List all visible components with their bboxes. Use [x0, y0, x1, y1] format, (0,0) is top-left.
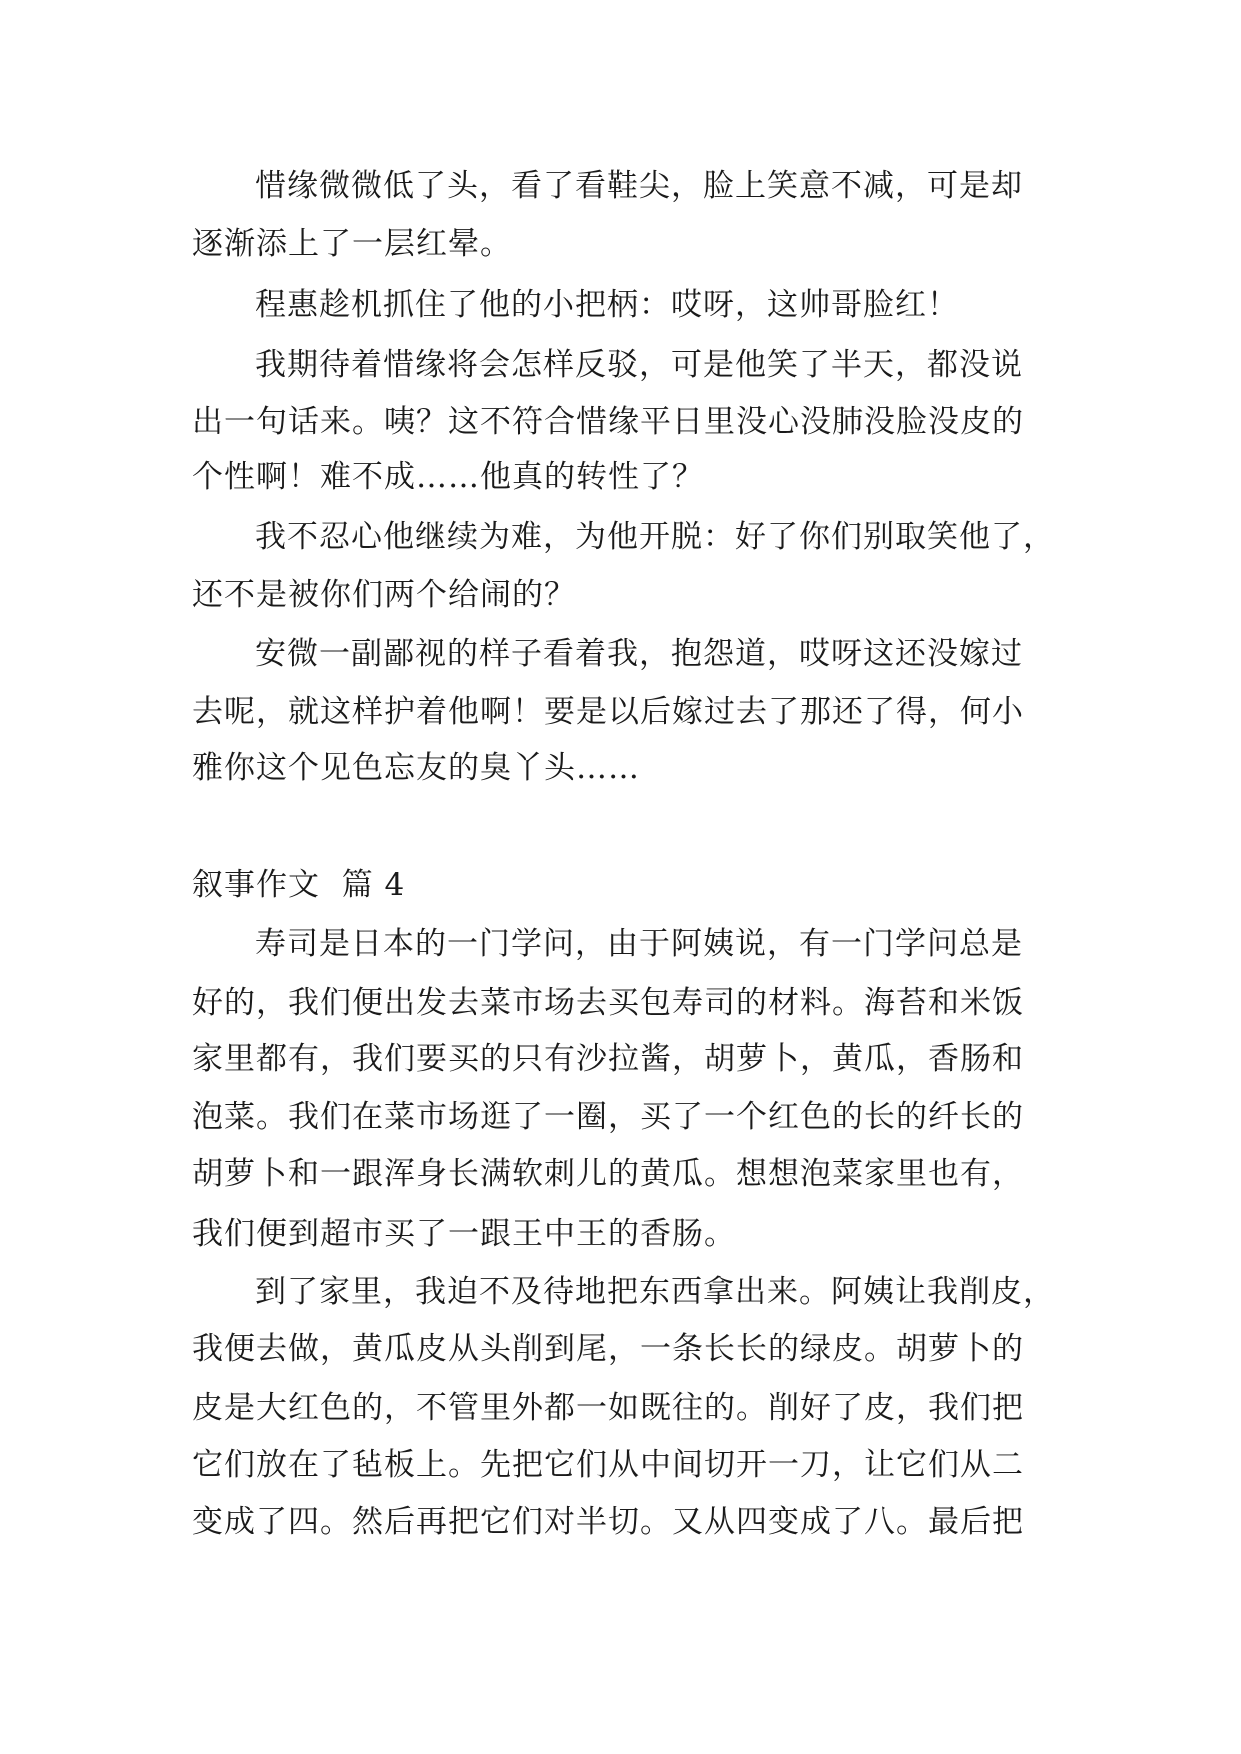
paragraph-line: 还不是被你们两个给闹的？ — [192, 577, 576, 613]
paragraph-line: 它们放在了毡板上。先把它们从中间切开一刀，让它们从二 — [192, 1447, 1024, 1483]
paragraph-line: 我不忍心他继续为难，为他开脱：好了你们别取笑他了， — [255, 519, 1055, 555]
paragraph-line: 我期待着惜缘将会怎样反驳，可是他笑了半天，都没说 — [255, 347, 1023, 383]
paragraph-line: 寿司是日本的一门学问，由于阿姨说，有一门学问总是 — [255, 926, 1023, 962]
paragraph-line: 雅你这个见色忘友的臭丫头…… — [192, 750, 640, 786]
paragraph-line: 惜缘微微低了头，看了看鞋尖，脸上笑意不减，可是却 — [255, 168, 1023, 204]
paragraph-line: 出一句话来。咦？这不符合惜缘平日里没心没肺没脸没皮的 — [192, 404, 1024, 440]
paragraph-line: 到了家里，我迫不及待地把东西拿出来。阿姨让我削皮， — [255, 1274, 1055, 1310]
paragraph-line: 泡菜。我们在菜市场逛了一圈，买了一个红色的长的纤长的 — [192, 1099, 1024, 1135]
paragraph-line: 家里都有，我们要买的只有沙拉酱，胡萝卜，黄瓜，香肠和 — [192, 1041, 1024, 1077]
paragraph-line: 个性啊！难不成……他真的转性了？ — [192, 459, 704, 495]
paragraph-line: 皮是大红色的，不管里外都一如既往的。削好了皮，我们把 — [192, 1390, 1024, 1426]
paragraph-line: 我们便到超市买了一跟王中王的香肠。 — [192, 1216, 736, 1252]
paragraph-line: 去呢，就这样护着他啊！要是以后嫁过去了那还了得，何小 — [192, 694, 1024, 730]
paragraph-line: 安微一副鄙视的样子看着我，抱怨道，哎呀这还没嫁过 — [255, 636, 1023, 672]
paragraph-line: 我便去做，黄瓜皮从头削到尾，一条长长的绿皮。胡萝卜的 — [192, 1331, 1024, 1367]
paragraph-line: 程惠趁机抓住了他的小把柄：哎呀，这帅哥脸红！ — [255, 287, 959, 323]
paragraph-line: 胡萝卜和一跟浑身长满软刺儿的黄瓜。想想泡菜家里也有， — [192, 1156, 1024, 1192]
paragraph-line: 好的，我们便出发去菜市场去买包寿司的材料。海苔和米饭 — [192, 985, 1024, 1021]
section-heading: 叙事作文 篇 4 — [192, 867, 406, 903]
paragraph-line: 变成了四。然后再把它们对半切。又从四变成了八。最后把 — [192, 1504, 1024, 1540]
paragraph-line: 逐渐添上了一层红晕。 — [192, 226, 512, 262]
